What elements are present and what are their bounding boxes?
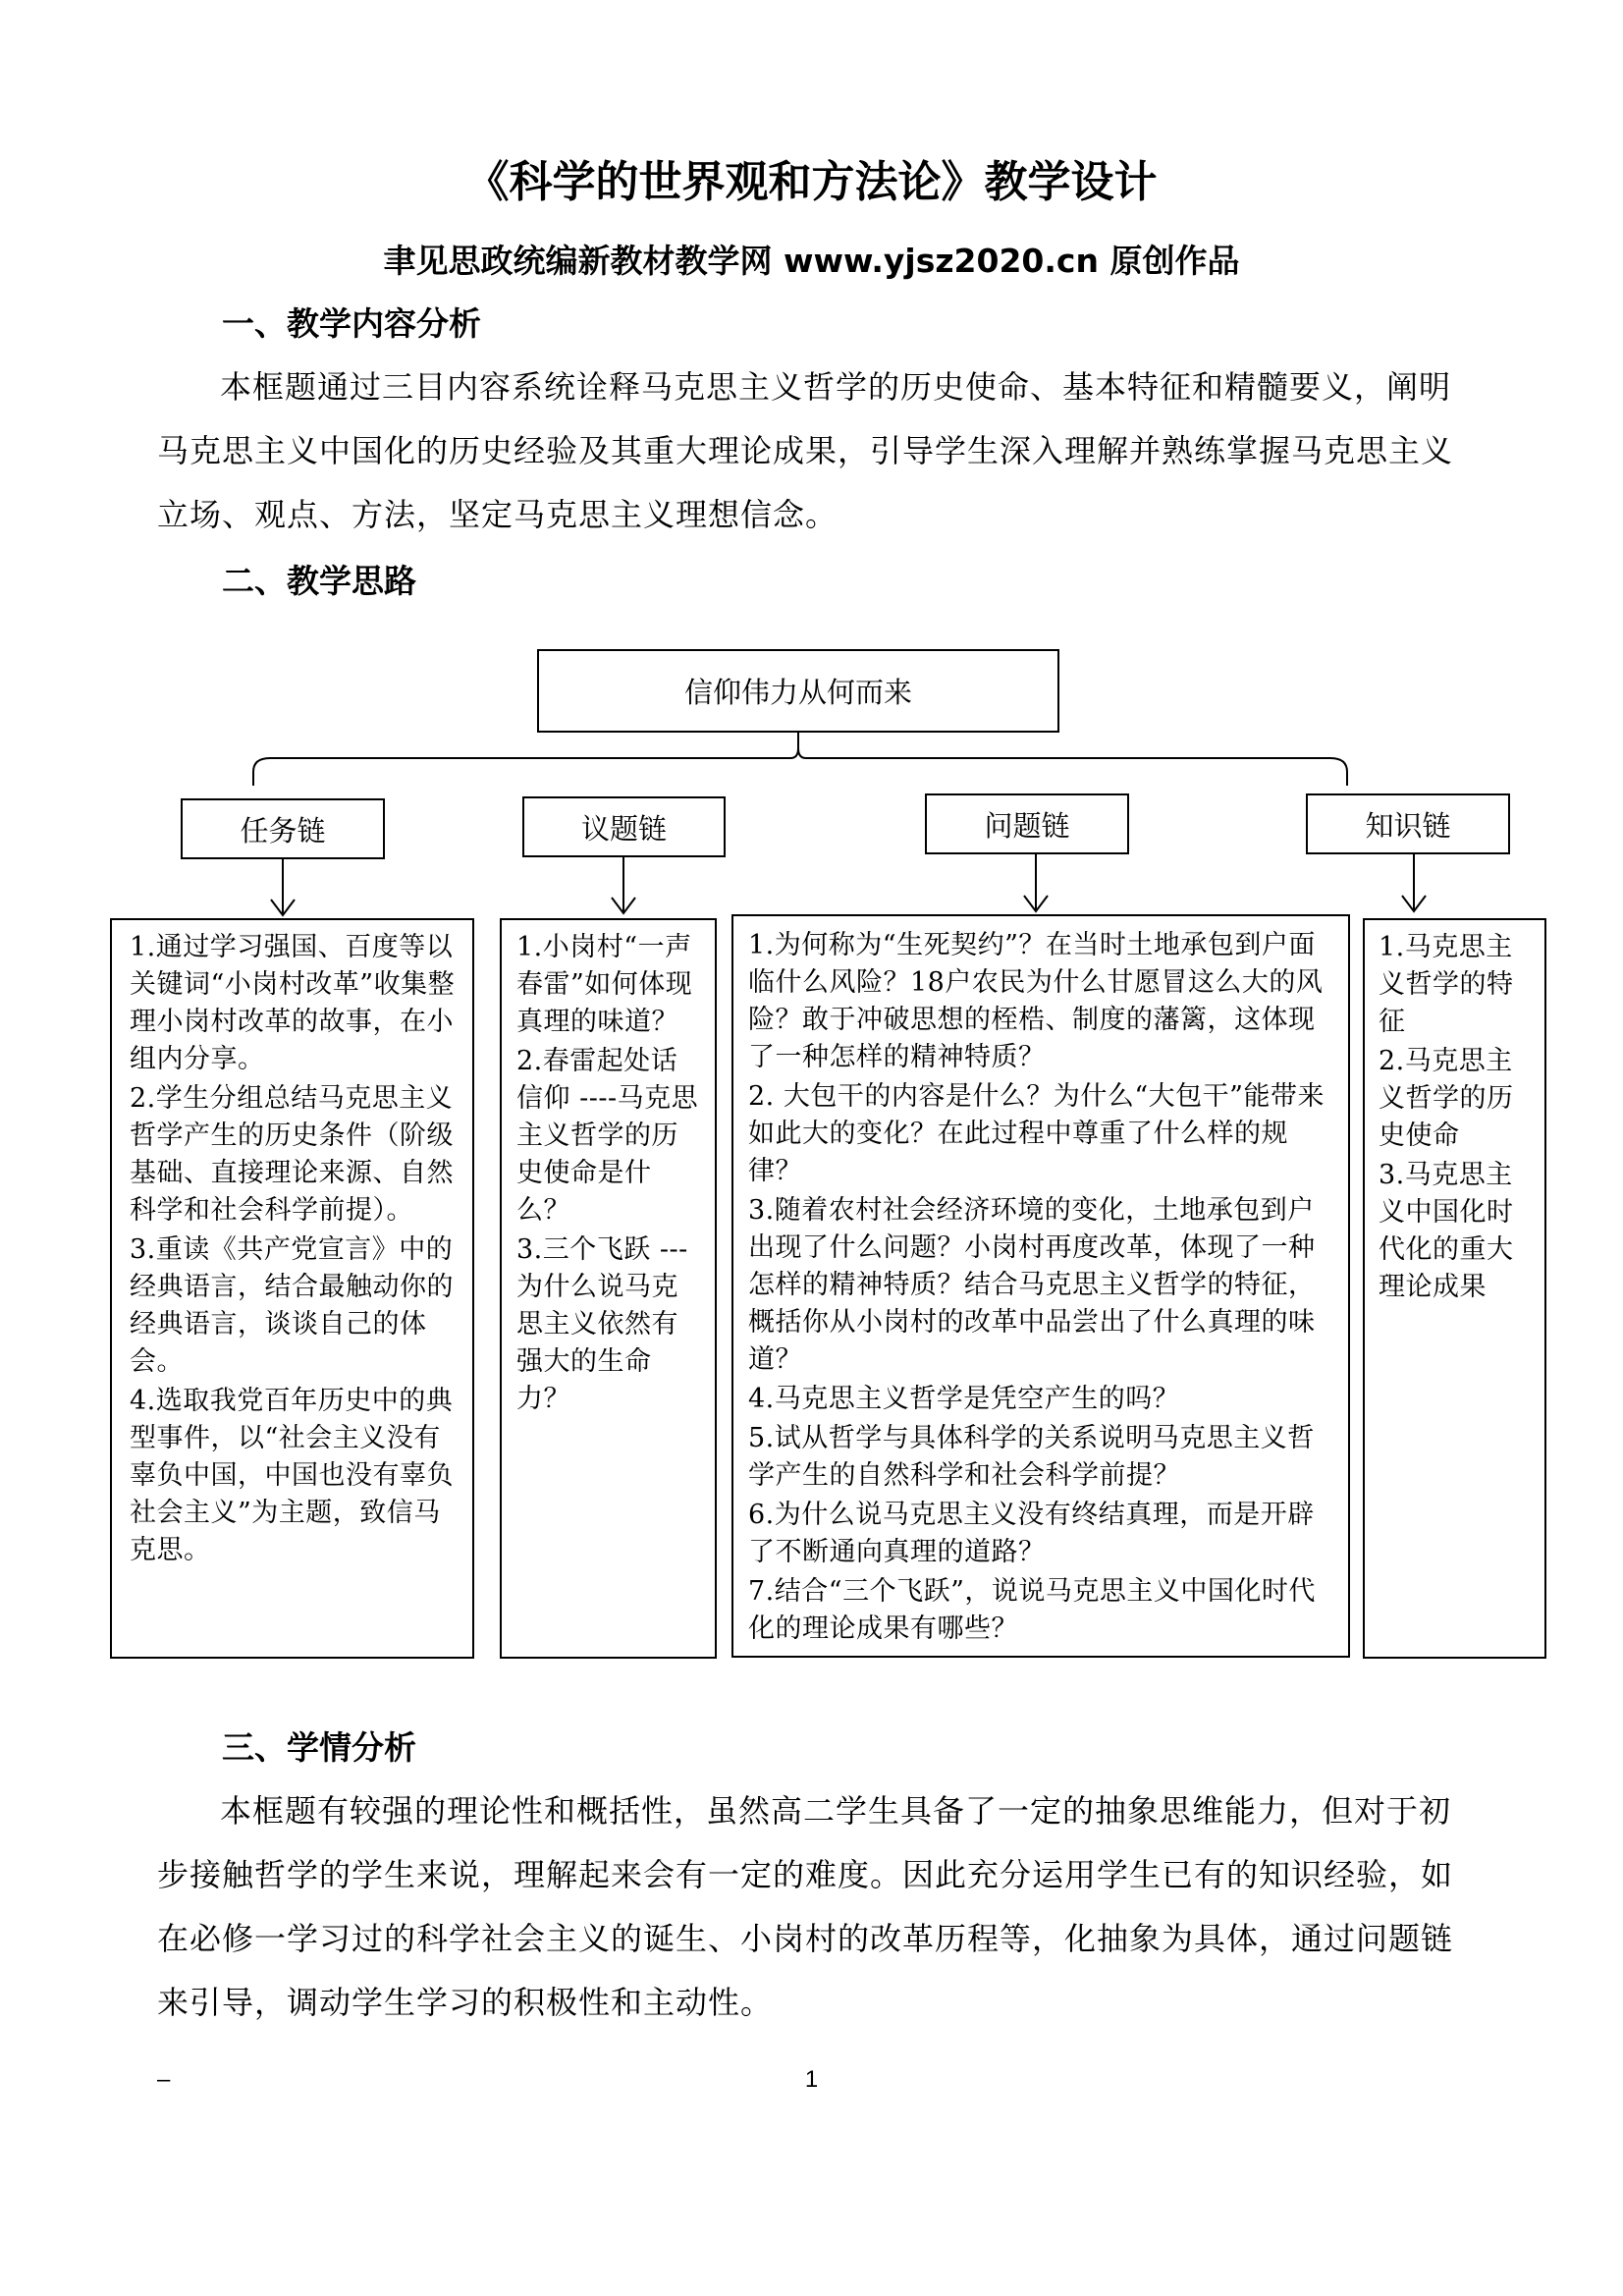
list-item: 4.马克思主义哲学是凭空产生的吗？ [748,1384,1180,1414]
arrow-topic [612,856,635,913]
chain-label-topic: 议题链 [580,811,667,846]
brace-right-connector [798,748,1347,786]
question-chain-list [748,927,1337,1650]
chain-label-task: 任务链 [240,813,326,847]
section-heading-content-analysis: 一、教学内容分析 [222,304,481,343]
paragraph-content-analysis: 本框题通过三目内容系统诠释马克思主义哲学的历史使命、基本特征和精髓要义，阐明马克思主义中国化的历史经验及其重大理论成果，引导学生深入理解并熟练掌握马克思主义立场、观点、方法，坚定马克思主义理想信念。 [157,368,1454,533]
knowledge-chain-list [1379,929,1536,1308]
arrow-task [271,858,295,915]
brace-left-connector [253,732,798,786]
list-item: 2.学生分组总结马克思主义哲学产生的历史条件（阶级基础、直接理论来源、自然科学和社会科学前提）。 [130,1083,454,1226]
section-heading-learner-analysis: 三、学情分析 [222,1728,416,1767]
list-item: 1.为何称为“生死契约”？在当时土地承包到户面临什么风险？18户农民为什么甘愿冒这么大的风险？敢于冲破思想的桎梏、制度的藩篱，这体现了一种怎样的精神特质？ [748,930,1324,1072]
footer-mark: – [157,2066,171,2093]
list-item: 1.通过学习强国、百度等以关键词“小岗村改革”收集整理小岗村改革的故事，在小组内分享。 [130,932,456,1074]
list-item: 7.结合“三个飞跃”，说说马克思主义中国化时代化的理论成果有哪些？ [748,1576,1316,1644]
list-item: 2.马克思主义哲学的历史使命 [1379,1046,1514,1151]
list-item: 5.试从哲学与具体科学的关系说明马克思主义哲学产生的自然科学和社会科学前提？ [748,1423,1315,1491]
list-item: 2. 大包干的内容是什么？为什么“大包干”能带来如此大的变化？在此过程中尊重了什么样的规律？ [748,1081,1325,1186]
list-item: 4.选取我党百年历史中的典型事件，以“社会主义没有辜负中国，中国也没有辜负社会主义”为主题，致信马克思。 [130,1386,454,1565]
list-item: 3.三个飞跃 ---为什么说马克思主义依然有强大的生命力？ [516,1234,688,1414]
section-heading-teaching-approach: 二、教学思路 [222,562,416,600]
list-item: 6.为什么说马克思主义没有终结真理，而是开辟了不断通向真理的道路？ [748,1500,1315,1567]
list-item: 3.马克思主义中国化时代化的重大理论成果 [1379,1160,1514,1302]
topic-chain-list [516,929,703,1420]
root-node-label: 信仰伟力从何而来 [683,676,912,709]
list-item: 3.随着农村社会经济环境的变化，土地承包到户出现了什么问题？小岗村再度改革，体现了一种怎样的精神特质？结合马克思主义哲学的特征，概括你从小岗村的改革中品尝出了什么真理的味道？ [748,1195,1316,1375]
list-item: 1.小岗村“一声春雷”如何体现真理的味道？ [516,932,693,1037]
chain-label-question: 问题链 [984,808,1070,843]
list-item: 2.春雷起处话信仰 ----马克思主义哲学的历史使命是什么？ [516,1046,699,1226]
list-item: 3.重读《共产党宣言》中的经典语言，结合最触动你的经典语言，谈谈自己的体会。 [130,1234,454,1377]
task-chain-list [130,929,460,1571]
paragraph-learner-analysis: 本框题有较强的理论性和概括性，虽然高二学生具备了一定的抽象思维能力，但对于初步接触哲学的学生来说，理解起来会有一定的难度。因此充分运用学生已有的知识经验，如在必修一学习过的科学社会主义的诞生、小岗村的改革历程等，化抽象为具体，通过问题链来引导，调动学生学习的积极性和主动性。 [157,1792,1454,2021]
chain-label-knowledge: 知识链 [1365,808,1451,843]
document-title: 《科学的世界观和方法论》教学设计 [465,157,1158,207]
page-number: 1 [804,2066,819,2093]
document-subtitle: 聿见思政统编新教材教学网 www.yjsz2020.cn 原创作品 [383,242,1240,280]
arrow-question [1024,853,1048,911]
arrow-knowledge [1402,853,1426,911]
list-item: 1.马克思主义哲学的特征 [1379,932,1514,1037]
